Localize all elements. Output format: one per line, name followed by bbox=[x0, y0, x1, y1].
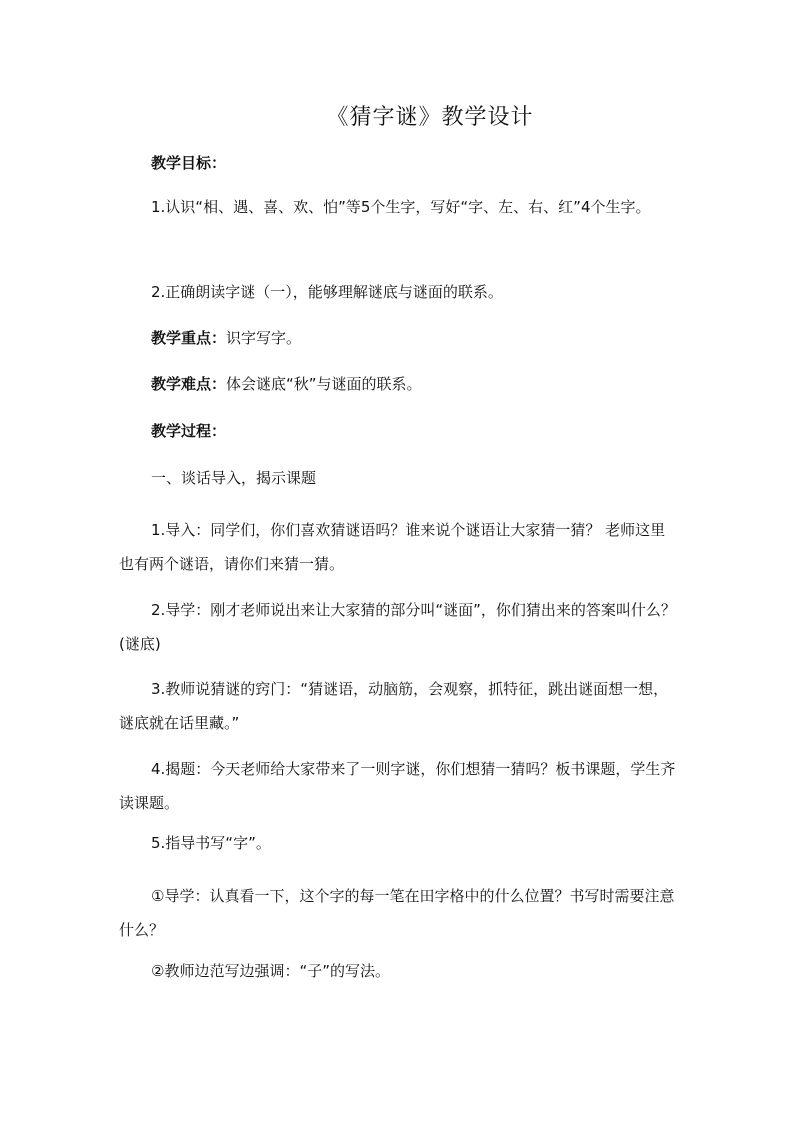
sub-step-1: ①导学：认真看一下，这个字的每一笔在田字格中的什么位置？书写时需要注意什么？ bbox=[119, 887, 675, 939]
document-title: 《猜字谜》教学设计 bbox=[326, 105, 534, 130]
sub-step-2: ②教师边范写边强调：“子”的写法。 bbox=[151, 962, 390, 980]
key-point-text: 识字写字。 bbox=[226, 329, 302, 347]
objective-1: 1.认识“相、遇、喜、欢、怕”等5个生字，写好“字、左、右、红”4个生字。 bbox=[151, 198, 651, 216]
step-4: 4.揭题：今天老师给大家带来了一则字谜，你们想猜一猜吗？板书课题，学生齐读课题。 bbox=[119, 760, 676, 812]
section-1-heading: 一、谈话导入，揭示课题 bbox=[151, 469, 317, 487]
objectives-heading: 教学目标： bbox=[151, 154, 227, 172]
difficulty bbox=[119, 373, 679, 395]
process-heading: 教学过程： bbox=[151, 422, 227, 440]
difficulty-text: 体会谜底“秋”与谜面的联系。 bbox=[226, 375, 422, 393]
difficulty-label: 教学难点： bbox=[151, 375, 227, 393]
key-point-label: 教学重点： bbox=[151, 329, 227, 347]
step-3: 3.教师说猜谜的窍门：“猜谜语，动脑筋，会观察，抓特征，跳出谜面想一想，谜底就在话里藏。” bbox=[119, 680, 669, 732]
step-5: 5.指导书写“字”。 bbox=[151, 834, 271, 852]
step-1: 1.导入：同学们，你们喜欢猜谜语吗？谁来说个谜语让大家猜一猜？ 老师这里也有两个谜语，请你们来猜一猜。 bbox=[119, 521, 666, 573]
objective-2: 2.正确朗读字谜（一），能够理解谜底与谜面的联系。 bbox=[151, 283, 503, 301]
step-2: 2.导学：刚才老师说出来让大家猜的部分叫“谜面”，你们猜出来的答案叫什么？(谜底) bbox=[119, 601, 676, 653]
key-point bbox=[119, 327, 679, 349]
